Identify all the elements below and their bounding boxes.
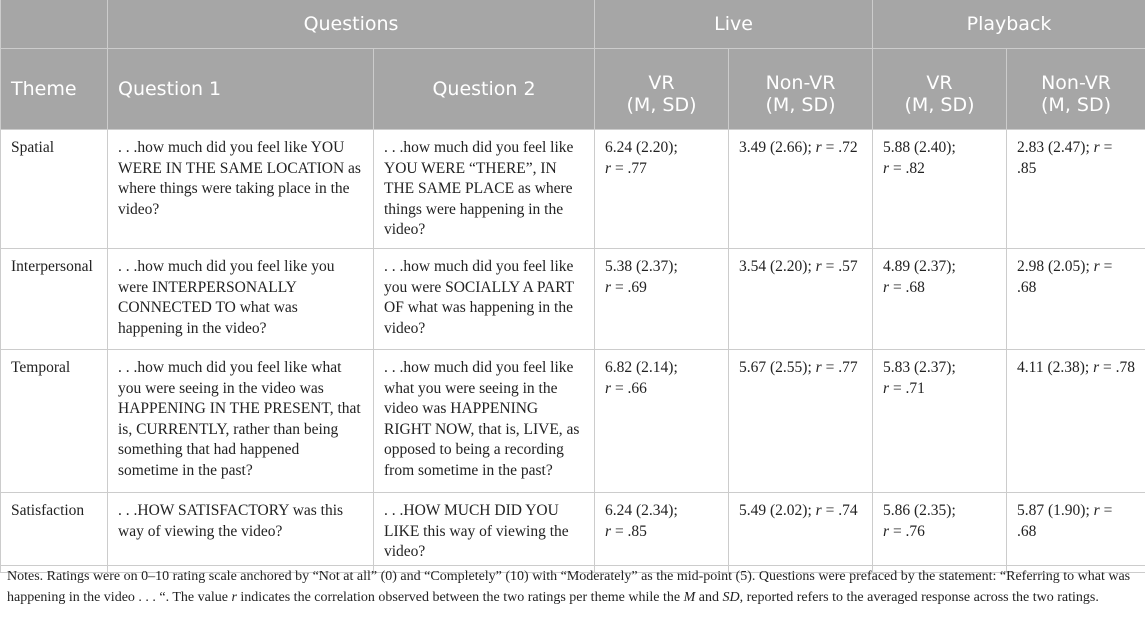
r-value: = .85 xyxy=(1017,139,1113,177)
stat-value: 5.88 (2.40); xyxy=(883,139,956,156)
r-symbol: r xyxy=(605,278,612,296)
header-playback-vr xyxy=(873,49,1007,130)
r-value: = .72 xyxy=(821,139,858,156)
header-blank xyxy=(1,0,108,49)
header-playback-nonvr-msd: (M, SD) xyxy=(1041,94,1112,116)
header-playback-vr-msd: (M, SD) xyxy=(904,94,975,116)
r-symbol: r xyxy=(605,159,612,177)
r-value: = .82 xyxy=(889,159,925,177)
stat-value: 4.89 (2.37); xyxy=(883,258,956,275)
stat-value: 3.54 (2.20); xyxy=(739,258,816,275)
r-value: = .69 xyxy=(611,278,647,296)
stat-value: 5.86 (2.35); xyxy=(883,502,956,519)
r-symbol: r xyxy=(1093,258,1100,275)
notes-sd-symbol: SD xyxy=(722,590,740,605)
question-1-cell: . . .how much did you feel like you were INTERPERSONALLY CONNECTED TO what was happening in the video? xyxy=(108,249,374,350)
playback-nonvr-cell xyxy=(1007,249,1145,350)
live-nonvr-cell xyxy=(729,350,873,493)
r-symbol: r xyxy=(1093,502,1100,519)
header-row-sub xyxy=(1,49,1145,130)
notes-r-symbol: r xyxy=(231,590,237,605)
live-nonvr-cell xyxy=(729,493,873,573)
r-value: = .77 xyxy=(821,359,858,376)
stat-value: 5.38 (2.37); xyxy=(605,258,678,275)
table-row xyxy=(1,350,1145,493)
r-value: = .74 xyxy=(821,502,858,519)
header-theme: Theme xyxy=(1,49,108,130)
header-questions: Questions xyxy=(108,0,595,49)
theme-cell: Temporal xyxy=(1,350,108,493)
playback-vr-cell xyxy=(873,249,1007,350)
header-playback-vr-label: VR xyxy=(926,72,953,94)
r-symbol: r xyxy=(815,258,822,275)
r-symbol: r xyxy=(883,159,890,177)
playback-vr-cell xyxy=(873,493,1007,573)
header-live-vr-msd: (M, SD) xyxy=(626,94,697,116)
r-value: = .71 xyxy=(889,379,925,397)
r-symbol: r xyxy=(1093,359,1100,376)
question-2-cell: . . .HOW MUCH DID YOU LIKE this way of viewing the video? xyxy=(374,493,595,573)
playback-nonvr-cell xyxy=(1007,350,1145,493)
table-notes xyxy=(0,565,1145,608)
stat-value: 3.49 (2.66); xyxy=(739,139,816,156)
theme-cell: Interpersonal xyxy=(1,249,108,350)
playback-nonvr-cell xyxy=(1007,493,1145,573)
stat-value: 6.24 (2.20); xyxy=(605,139,678,156)
header-question-1: Question 1 xyxy=(108,49,374,130)
playback-nonvr-cell xyxy=(1007,130,1145,249)
r-symbol: r xyxy=(883,278,890,296)
r-value: = .68 xyxy=(1017,258,1113,296)
question-1-cell: . . .HOW SATISFACTORY was this way of viewing the video? xyxy=(108,493,374,573)
question-2-cell: . . .how much did you feel like what you were seeing in the video was HAPPENING RIGHT NOW, that is, LIVE, as opposed to being a recording from sometime in the past? xyxy=(374,350,595,493)
header-playback: Playback xyxy=(873,0,1145,49)
theme-cell: Spatial xyxy=(1,130,108,249)
header-live-nonvr-msd: (M, SD) xyxy=(765,94,836,116)
live-vr-cell xyxy=(595,249,729,350)
notes-part-4: , reported refers to the averaged response across the two ratings. xyxy=(739,590,1099,605)
header-question-2: Question 2 xyxy=(374,49,595,130)
table-row xyxy=(1,493,1145,573)
stat-value: 2.83 (2.47); xyxy=(1017,139,1094,156)
r-symbol: r xyxy=(883,522,890,540)
header-playback-nonvr xyxy=(1007,49,1145,130)
header-live-vr xyxy=(595,49,729,130)
stat-value: 4.11 (2.38); xyxy=(1017,359,1094,376)
header-live-vr-label: VR xyxy=(648,72,675,94)
r-value: = .76 xyxy=(889,522,925,540)
stat-value: 6.82 (2.14); xyxy=(605,359,678,376)
question-2-cell: . . .how much did you feel like YOU WERE “THERE”, IN THE SAME PLACE as where things were happening in the video? xyxy=(374,130,595,249)
live-vr-cell xyxy=(595,493,729,573)
r-value: = .68 xyxy=(1017,502,1113,540)
r-symbol: r xyxy=(815,359,822,376)
live-nonvr-cell xyxy=(729,130,873,249)
stat-value: 5.67 (2.55); xyxy=(739,359,816,376)
question-2-cell: . . .how much did you feel like you were SOCIALLY A PART OF what was happening in the video? xyxy=(374,249,595,350)
header-live-nonvr-label: Non-VR xyxy=(765,72,836,94)
live-vr-cell xyxy=(595,350,729,493)
r-value: = .85 xyxy=(611,522,647,540)
live-nonvr-cell xyxy=(729,249,873,350)
r-symbol: r xyxy=(815,502,822,519)
r-value: = .66 xyxy=(611,379,647,397)
stat-value: 5.49 (2.02); xyxy=(739,502,816,519)
r-value: = .68 xyxy=(889,278,925,296)
stat-value: 5.83 (2.37); xyxy=(883,359,956,376)
r-value: = .78 xyxy=(1099,359,1135,376)
playback-vr-cell xyxy=(873,350,1007,493)
r-symbol: r xyxy=(605,522,612,540)
stat-value: 6.24 (2.34); xyxy=(605,502,678,519)
header-live: Live xyxy=(595,0,873,49)
stat-value: 2.98 (2.05); xyxy=(1017,258,1094,275)
notes-part-3: and xyxy=(695,590,723,605)
r-value: = .57 xyxy=(821,258,858,275)
r-symbol: r xyxy=(1093,139,1100,156)
r-symbol: r xyxy=(883,379,890,397)
question-1-cell: . . .how much did you feel like what you were seeing in the video was HAPPENING IN THE PRESENT, that is, CURRENTLY, rather than being something that had happened sometime in the past? xyxy=(108,350,374,493)
r-symbol: r xyxy=(605,379,612,397)
playback-vr-cell xyxy=(873,130,1007,249)
notes-part-2: indicates the correlation observed between the two ratings per theme while the xyxy=(236,590,684,605)
stat-value: 5.87 (1.90); xyxy=(1017,502,1094,519)
header-live-nonvr xyxy=(729,49,873,130)
header-playback-nonvr-label: Non-VR xyxy=(1041,72,1111,94)
table-row xyxy=(1,130,1145,249)
notes-part-1: Notes. Ratings were on 0–10 rating scale anchored by “Not at all” (0) and “Completely” (10) with “Moderately” as the mid-point (5). Questions were prefaced by the statement: “Referring to what was happening in the video . . . “. The value xyxy=(7,569,1131,605)
theme-cell: Satisfaction xyxy=(1,493,108,573)
r-symbol: r xyxy=(815,139,822,156)
live-vr-cell xyxy=(595,130,729,249)
question-1-cell: . . .how much did you feel like YOU WERE IN THE SAME LOCATION as where things were taking place in the video? xyxy=(108,130,374,249)
table-row xyxy=(1,249,1145,350)
notes-m-symbol: M xyxy=(683,590,696,605)
r-value: = .77 xyxy=(611,159,647,177)
header-row-top xyxy=(1,0,1145,49)
